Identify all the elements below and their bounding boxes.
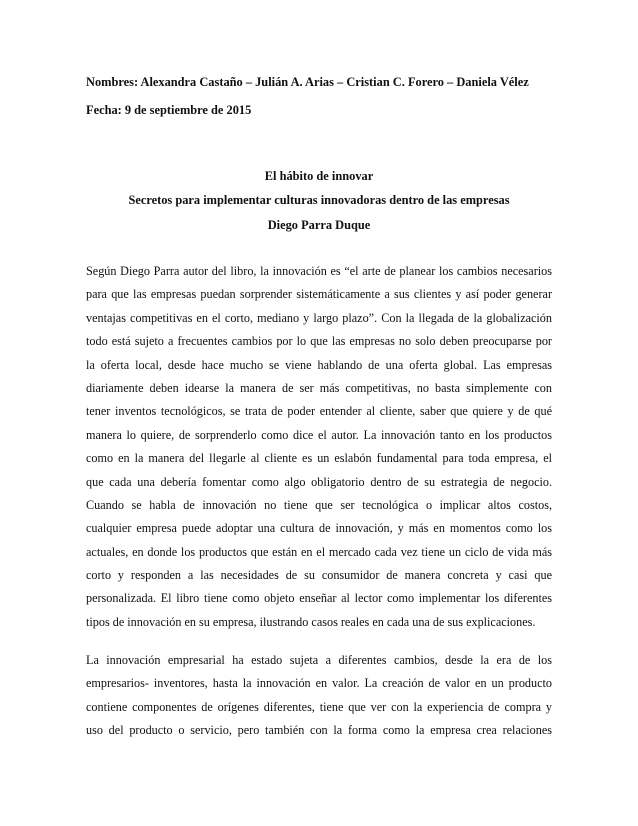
text-line: ventajas competitivas en el corto, mediano y largo plazo”. Con la llegada de la globalización <box>86 310 552 325</box>
text-line: Cuando se habla de innovación no tiene que ser tecnológica o implicar altos costos, <box>86 497 552 512</box>
text-line: actuales, en donde los productos que están en el mercado cada vez tiene un ciclo de vida más <box>86 544 552 559</box>
authors-line: Nombres: Alexandra Castaño – Julián A. Arias – Cristian C. Forero – Daniela Vélez <box>86 75 529 89</box>
text-line: cualquier empresa puede adoptar una cultura de innovación, y más en momentos como los <box>86 521 552 536</box>
text-line: contiene componentes de orígenes diferentes, tiene que ver con la experiencia de compra y <box>86 699 552 714</box>
text-line: personalizada. El libro tiene como objeto enseñar al lector como implementar los diferentes <box>86 591 552 606</box>
text-line: La innovación empresarial ha estado sujeta a diferentes cambios, desde la era de los <box>86 653 552 667</box>
text-line: manera lo quiere, de sorprenderlo como dice el autor. La innovación tanto en los productos <box>86 427 552 442</box>
document-subtitle: Secretos para implementar culturas innovadoras dentro de las empresas <box>128 193 510 207</box>
book-author: Diego Parra Duque <box>267 218 371 232</box>
document-title: El hábito de innovar <box>264 169 374 183</box>
text-line: todo está sujeto a frecuentes cambios por lo que las empresas no solo deben preocuparse por <box>86 334 552 349</box>
text-line: uso del producto o servicio, pero también con la forma como la empresa crea relaciones <box>86 723 552 738</box>
text-line: para que las empresas puedan sorprender sistemáticamente a sus clientes y así poder generar <box>86 287 552 302</box>
text-line: corto y responden a las necesidades de su consumidor de manera concreta y casi que <box>86 568 552 583</box>
text-line: como en la manera del llegarle al cliente es un eslabón fundamental para toda empresa, el <box>86 451 552 466</box>
paragraph-1 <box>86 260 552 634</box>
text-line: empresarios- inventores, hasta la innovación en valor. La creación de valor en un producto <box>86 676 552 691</box>
text-line: tener inventos tecnológicos, se trata de poder entender al cliente, saber que quiere y de qué <box>86 404 552 419</box>
text-line: la oferta local, desde hace mucho se viene hablando de una oferta global. Las empresas <box>86 357 552 372</box>
paragraph-2 <box>86 649 552 743</box>
date-line: Fecha: 9 de septiembre de 2015 <box>86 103 252 117</box>
text-line: que cada una debería fomentar como algo obligatorio dentro de su estrategia de negocio. <box>86 474 552 489</box>
text-line: Según Diego Parra autor del libro, la innovación es “el arte de planear los cambios necesarios <box>86 264 552 278</box>
text-line: diariamente deben idearse la manera de ser más competitivas, no basta simplemente con <box>86 380 552 395</box>
text-line: tipos de innovación en su empresa, ilustrando casos reales en cada una de sus explicaciones. <box>86 614 536 629</box>
